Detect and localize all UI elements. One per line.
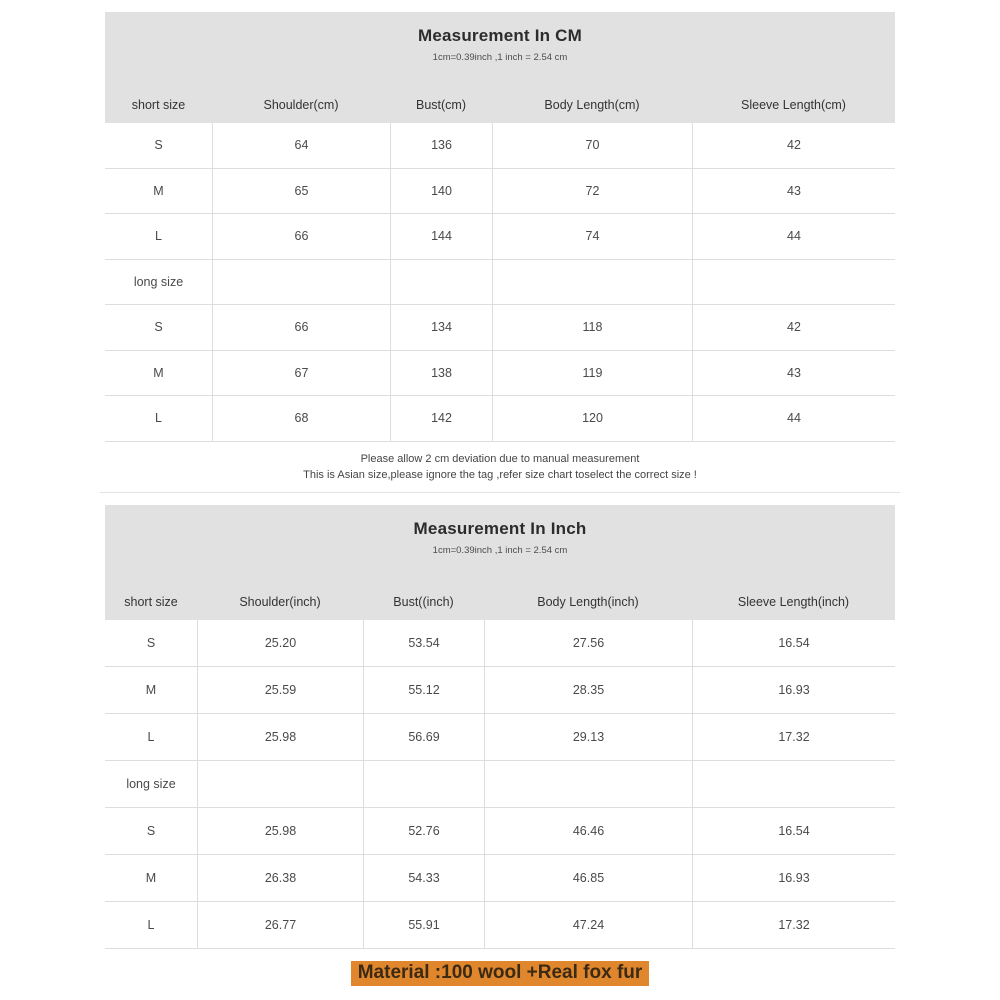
sleeve-length-cell: 43 <box>692 169 895 214</box>
bust-cell: 55.12 <box>363 667 484 713</box>
sleeve-length-cell: 43 <box>692 351 895 396</box>
body-length-cell: 70 <box>492 123 692 168</box>
column-header-shoulder: Shoulder(inch) <box>239 595 321 609</box>
size-cell: S <box>146 636 156 650</box>
column-header-bust: Bust((inch) <box>393 595 454 609</box>
measurement-notes <box>105 451 895 483</box>
sleeve-length-cell: 16.93 <box>692 855 895 901</box>
column-header-size: short size <box>124 595 178 609</box>
sleeve-length-cell: 44 <box>692 396 895 441</box>
size-cell: L <box>155 229 162 244</box>
inch-column-headers <box>105 593 895 611</box>
bust-cell: 52.76 <box>363 808 484 854</box>
size-cell: long size <box>133 274 184 289</box>
table-row <box>105 351 895 397</box>
shoulder-cell: 26.77 <box>197 902 363 948</box>
bust-cell: 56.69 <box>363 714 484 760</box>
column-header-bust: Bust(cm) <box>416 98 466 112</box>
size-cell: M <box>145 871 157 885</box>
bust-cell: 55.91 <box>363 902 484 948</box>
size-cell: L <box>147 918 155 932</box>
inch-chart-body <box>105 620 895 949</box>
body-length-cell: 28.35 <box>484 667 692 713</box>
cm-size-chart <box>105 12 895 442</box>
table-row <box>105 855 895 902</box>
note-asian-size: This is Asian size,please ignore the tag ,refer size chart toselect the correct size ! <box>303 469 697 481</box>
size-cell: M <box>145 683 157 697</box>
inch-chart-title: Measurement In Inch <box>413 519 587 538</box>
table-row <box>105 902 895 949</box>
inch-chart-subtitle: 1cm=0.39inch ,1 inch = 2.54 cm <box>432 545 568 556</box>
sleeve-length-cell: 16.54 <box>692 620 895 666</box>
shoulder-cell <box>197 761 363 807</box>
shoulder-cell: 25.59 <box>197 667 363 713</box>
bust-cell: 136 <box>390 123 492 168</box>
body-length-cell: 118 <box>492 305 692 350</box>
sleeve-length-cell: 17.32 <box>692 902 895 948</box>
bust-cell: 134 <box>390 305 492 350</box>
shoulder-cell: 66 <box>212 214 390 259</box>
size-cell: L <box>147 730 155 744</box>
body-length-cell <box>484 761 692 807</box>
size-cell: long size <box>126 777 176 791</box>
sleeve-length-cell: 42 <box>692 123 895 168</box>
size-cell: L <box>155 411 162 426</box>
size-cell: M <box>153 183 164 198</box>
size-cell: S <box>154 138 163 153</box>
body-length-cell: 120 <box>492 396 692 441</box>
shoulder-cell: 67 <box>212 351 390 396</box>
shoulder-cell: 68 <box>212 396 390 441</box>
inch-size-chart <box>105 505 895 949</box>
table-row <box>105 396 895 442</box>
body-length-cell: 72 <box>492 169 692 214</box>
column-header-size: short size <box>131 98 186 112</box>
table-row <box>105 169 895 215</box>
column-header-sleeve-length: Sleeve Length(cm) <box>741 98 846 112</box>
sleeve-length-cell: 16.93 <box>692 667 895 713</box>
note-deviation: Please allow 2 cm deviation due to manual measurement <box>360 453 640 465</box>
sleeve-length-cell: 44 <box>692 214 895 259</box>
inch-chart-header <box>105 505 895 620</box>
sleeve-length-cell: 17.32 <box>692 714 895 760</box>
shoulder-cell: 25.98 <box>197 714 363 760</box>
bust-cell: 138 <box>390 351 492 396</box>
body-length-cell <box>492 260 692 305</box>
section-divider <box>100 492 900 493</box>
size-cell: S <box>146 824 156 838</box>
body-length-cell: 46.46 <box>484 808 692 854</box>
table-row <box>105 808 895 855</box>
bust-cell <box>390 260 492 305</box>
sleeve-length-cell <box>692 761 895 807</box>
sleeve-length-cell <box>692 260 895 305</box>
size-cell: M <box>153 365 164 380</box>
body-length-cell: 74 <box>492 214 692 259</box>
bust-cell <box>363 761 484 807</box>
body-length-cell: 119 <box>492 351 692 396</box>
column-header-sleeve-length: Sleeve Length(inch) <box>737 595 850 609</box>
shoulder-cell: 66 <box>212 305 390 350</box>
table-row-long-size <box>105 761 895 808</box>
bust-cell: 53.54 <box>363 620 484 666</box>
table-row <box>105 714 895 761</box>
material-footer <box>0 961 1000 986</box>
shoulder-cell: 65 <box>212 169 390 214</box>
table-row <box>105 620 895 667</box>
table-row <box>105 214 895 260</box>
shoulder-cell: 25.98 <box>197 808 363 854</box>
body-length-cell: 29.13 <box>484 714 692 760</box>
table-row <box>105 667 895 714</box>
bust-cell: 140 <box>390 169 492 214</box>
shoulder-cell <box>212 260 390 305</box>
column-header-shoulder: Shoulder(cm) <box>263 98 339 112</box>
cm-chart-subtitle: 1cm=0.39inch ,1 inch = 2.54 cm <box>432 52 568 63</box>
shoulder-cell: 25.20 <box>197 620 363 666</box>
sleeve-length-cell: 42 <box>692 305 895 350</box>
bust-cell: 54.33 <box>363 855 484 901</box>
cm-chart-header <box>105 12 895 123</box>
table-row-long-size <box>105 260 895 306</box>
shoulder-cell: 64 <box>212 123 390 168</box>
table-row <box>105 305 895 351</box>
column-header-body-length: Body Length(cm) <box>544 98 640 112</box>
bust-cell: 144 <box>390 214 492 259</box>
body-length-cell: 27.56 <box>484 620 692 666</box>
body-length-cell: 47.24 <box>484 902 692 948</box>
material-text: Material :100 wool +Real fox fur <box>351 961 650 986</box>
cm-chart-title: Measurement In CM <box>418 26 582 45</box>
shoulder-cell: 26.38 <box>197 855 363 901</box>
cm-chart-body <box>105 123 895 442</box>
size-cell: S <box>154 320 163 335</box>
column-header-body-length: Body Length(inch) <box>537 595 639 609</box>
body-length-cell: 46.85 <box>484 855 692 901</box>
sleeve-length-cell: 16.54 <box>692 808 895 854</box>
table-row <box>105 123 895 169</box>
bust-cell: 142 <box>390 396 492 441</box>
cm-column-headers <box>105 96 895 114</box>
